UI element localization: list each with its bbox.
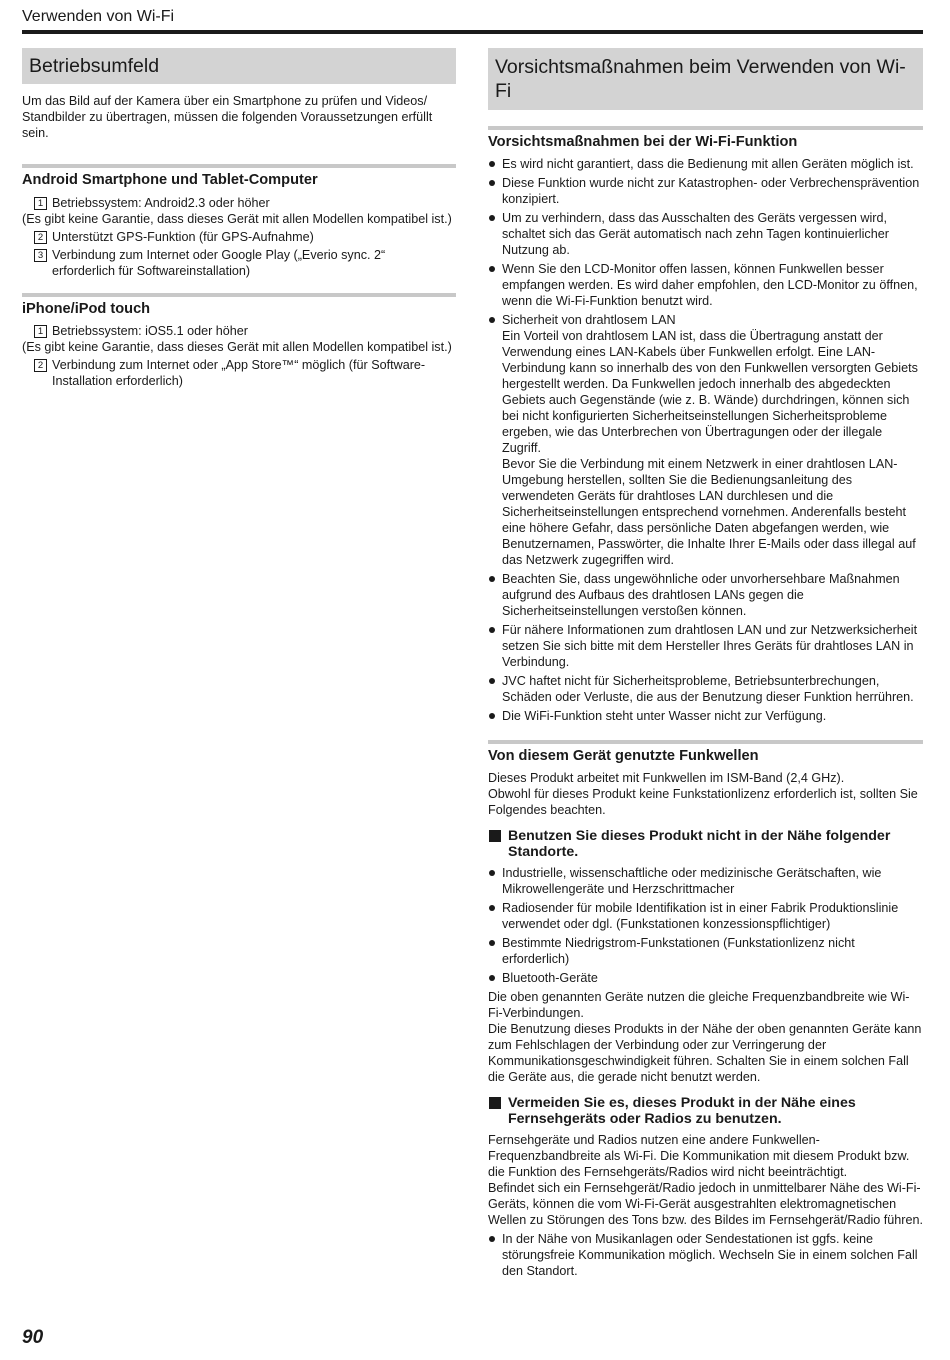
android-requirement-2 <box>22 229 456 245</box>
left-column <box>22 48 456 389</box>
square-bullet-icon <box>489 1097 501 1109</box>
locations-list <box>488 865 923 986</box>
subsection-heading-tv-radio <box>488 1095 923 1127</box>
requirement-text: Unterstützt GPS-Funktion (für GPS-Aufnahme) <box>52 230 314 244</box>
number-box: 1 <box>34 197 47 210</box>
requirement-text: Verbindung zum Internet oder Google Play („Everio sync. 2“ erforderlich für Softwareinstallation) <box>52 248 386 278</box>
intro-paragraph: Um das Bild auf der Kamera über ein Smartphone zu prüfen und Videos/ Standbilder zu übertragen, müssen die folgenden Voraussetzungen erfüllt sein. <box>22 94 433 140</box>
iphone-requirement-1 <box>22 323 456 339</box>
list-item: Diese Funktion wurde nicht zur Katastrophen- oder Verbrechensprävention konzipiert. <box>488 175 923 207</box>
subsection-heading-text: Vermeiden Sie es, dieses Produkt in der Nähe eines Fernsehgeräts oder Radios zu benutzen. <box>508 1095 856 1127</box>
tv-radio-paragraph: Fernsehgeräte und Radios nutzen eine andere Funkwellen-Frequenzbandbreite als Wi-Fi. Die Kommunikation mit diesem Produkt bzw. die Funktion des Fernsehgeräts/Radios wird nicht beeinträchtigt. <box>488 1133 910 1179</box>
right-column <box>488 48 923 1282</box>
android-heading: Android Smartphone und Tablet-Computer <box>22 164 456 190</box>
list-item: Wenn Sie den LCD-Monitor offen lassen, können Funkwellen besser empfangen werden. Es wird daher empfohlen, den LCD-Monitor zu öffnen, wenn die Wi-Fi-Funktion benutzt wird. <box>488 261 923 309</box>
list-item: Beachten Sie, dass ungewöhnliche oder unvorhersehbare Maßnahmen aufgrund des Aufbaus des drahtlosen LANs gegen die Sicherheitseinstellungen verstoßen können. <box>488 571 923 619</box>
number-box: 3 <box>34 249 47 262</box>
section-title-vorsichtsmassnahmen: Vorsichtsmaßnahmen beim Verwenden von Wi-Fi <box>488 48 923 110</box>
number-box: 1 <box>34 325 47 338</box>
requirement-text: Betriebssystem: iOS5.1 oder höher <box>52 324 248 338</box>
page-number: 90 <box>22 1327 44 1348</box>
android-compatibility-note: (Es gibt keine Garantie, dass dieses Gerät mit allen Modellen kompatibel ist.) <box>22 212 452 226</box>
android-requirement-3 <box>22 247 417 279</box>
list-item: Bluetooth-Geräte <box>488 970 923 986</box>
tv-radio-paragraph: Befindet sich ein Fernsehgerät/Radio jedoch in unmittelbarer Nähe des Wi-Fi-Geräts, können die vom Wi-Fi-Gerät ausgestrahlten elektromagnetischen Wellen zu Störungen des Tons bzw. des Bildes im Fernsehgerät/Radio führen. <box>488 1181 923 1227</box>
interference-paragraph: Die Benutzung dieses Produkts in der Nähe der oben genannten Geräte kann zum Fehlschlagen der Verbindung oder zur Verringerung der Kommunikationsgeschwindigkeit führen. Schalten Sie in einem solchen Fall die Geräte aus, die gerade nicht benutzt werden. <box>488 1022 922 1084</box>
list-item: Bestimmte Niedrigstrom-Funkstationen (Funkstationlizenz nicht erforderlich) <box>488 935 923 967</box>
section-title-betriebsumfeld: Betriebsumfeld <box>22 48 456 84</box>
number-box: 2 <box>34 231 47 244</box>
page-header-title: Verwenden von Wi-Fi <box>22 8 175 25</box>
square-bullet-icon <box>489 830 501 842</box>
subsection-heading-locations <box>488 828 923 860</box>
radio-waves-paragraph: Obwohl für dieses Produkt keine Funkstationlizenz erforderlich ist, sollten Sie Folgendes beachten. <box>488 787 918 817</box>
list-item: Um zu verhindern, dass das Ausschalten des Geräts vergessen wird, schaltet sich das Gerät automatisch nach zehn Tagen kontinuierlicher Nutzung ab. <box>488 210 923 258</box>
list-item: Für nähere Informationen zum drahtlosen LAN und zur Netzwerksicherheit setzen Sie sich bitte mit dem Hersteller Ihres Geräts für drahtloses LAN in Verbindung. <box>488 622 923 670</box>
list-item: Es wird nicht garantiert, dass die Bedienung mit allen Geräten möglich ist. <box>488 156 923 172</box>
iphone-requirement-2 <box>22 357 442 389</box>
radio-waves-heading: Von diesem Gerät genutzte Funkwellen <box>488 740 923 766</box>
android-requirement-1 <box>22 195 456 211</box>
interference-paragraph: Die oben genannten Geräte nutzen die gleiche Frequenzbandbreite wie Wi-Fi-Verbindungen. <box>488 990 910 1020</box>
item-paragraph: Bevor Sie die Verbindung mit einem Netzwerk in einer drahtlosen LAN-Umgebung herstellen, sollten Sie die Bedienungsanleitung des verwendeten Geräts für drahtloses LAN durchlesen und die Sicherheitseinstellungen entsprechend vornehmen. Anderenfalls besteht eine höhere Gefahr, dass persönliche Daten abgefangen werden, wie Benutzernamen, Passwörter, die Inhalte Ihrer E-Mails oder dass illegal auf das Netzwerk zugegriffen wird. <box>502 457 916 567</box>
radio-waves-paragraph: Dieses Produkt arbeitet mit Funkwellen im ISM-Band (2,4 GHz). <box>488 771 845 785</box>
iphone-compatibility-note: (Es gibt keine Garantie, dass dieses Gerät mit allen Modellen kompatibel ist.) <box>22 340 452 354</box>
list-item: Radiosender für mobile Identifikation ist in einer Fabrik Produktionslinie verwendet oder dgl. (Funkstationen konzessionspflichtiger) <box>488 900 923 932</box>
header-rule <box>22 30 923 34</box>
list-item: JVC haftet nicht für Sicherheitsprobleme, Betriebsunterbrechungen, Schäden oder Verluste, die aus der Benutzung dieser Funktion herrühren. <box>488 673 923 705</box>
item-paragraph: Ein Vorteil von drahtlosem LAN ist, dass die Übertragung anstatt der Verwendung eines LAN-Kabels über Funkwellen erfolgt. Eine LAN-Verbindung kann so innerhalb des von den Funkwellen versorgten Gebiets hergestellt werden. Da Funkwellen jedoch innerhalb des abgedeckten Gebiets auch Gegenstände (wie z. B. Wände) durchdringen, können sich bei nicht konfigurierten Sicherheitseinstellungen Sicherheitsprobleme ergeben, wie das Unterbrechen von Übertragungen oder der illegale Zugriff. <box>502 329 918 455</box>
list-item-wireless-lan-security <box>488 312 923 568</box>
number-box: 2 <box>34 359 47 372</box>
iphone-heading: iPhone/iPod touch <box>22 293 456 319</box>
precautions-heading: Vorsichtsmaßnahmen bei der Wi-Fi-Funktion <box>488 126 923 152</box>
list-item: Die WiFi-Funktion steht unter Wasser nicht zur Verfügung. <box>488 708 923 724</box>
list-item: Industrielle, wissenschaftliche oder medizinische Gerätschaften, wie Mikrowellengeräte und Herzschrittmacher <box>488 865 923 897</box>
tv-radio-list <box>488 1231 923 1279</box>
requirement-text: Betriebssystem: Android2.3 oder höher <box>52 196 270 210</box>
list-item: In der Nähe von Musikanlagen oder Sendestationen ist ggfs. keine störungsfreie Kommunikation möglich. Wechseln Sie in einem solchen Fall den Standort. <box>488 1231 923 1279</box>
precautions-list <box>488 156 923 724</box>
requirement-text: Verbindung zum Internet oder „App Store™“ möglich (für Software-Installation erforderlich) <box>52 358 426 388</box>
subsection-heading-text: Benutzen Sie dieses Produkt nicht in der Nähe folgender Standorte. <box>508 828 891 860</box>
item-title: Sicherheit von drahtlosem LAN <box>502 313 676 327</box>
